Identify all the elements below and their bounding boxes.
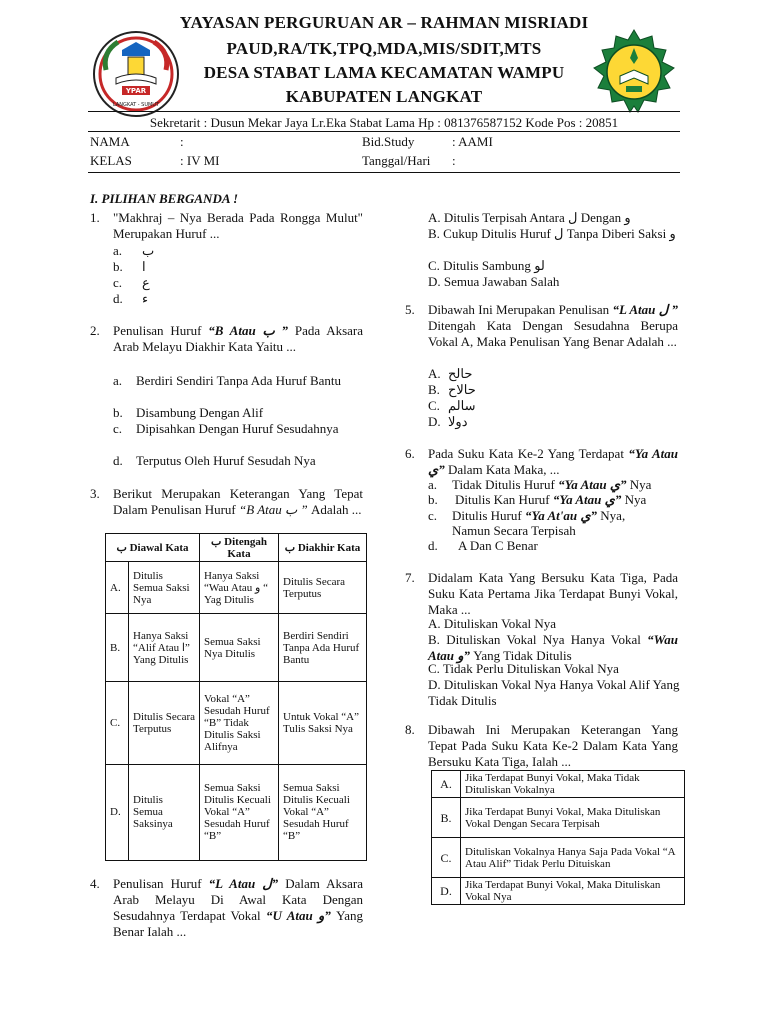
q3-head-3: ب Diakhir Kata — [279, 534, 367, 562]
bidstudy-label: Bid.Study — [362, 134, 415, 149]
q2-opt-d: Terputus Oleh Huruf Sesudah Nya — [136, 453, 316, 468]
q2-opt-d-label: d. — [113, 453, 123, 468]
q8-row-b-text: Jika Terdapat Bunyi Vokal, Maka Dituliskan Vokal Dengan Secara Terpisah — [461, 798, 685, 838]
q3-row-b-col1: Hanya Saksi “Alif Atau ا” Yang Ditulis — [129, 614, 200, 682]
q6-opt-c — [452, 508, 678, 524]
q6-opt-d: A Dan C Benar — [458, 538, 538, 553]
q1-opt-d-label: d. — [113, 291, 123, 306]
q3-row-a-col1: Ditulis Semua Saksi Nya — [129, 562, 200, 614]
q6-text-b: “Ya Atau ي” — [428, 446, 679, 477]
q3-row-a-col3: Ditulis Secara Terputus — [279, 562, 367, 614]
q6-opt-a — [452, 477, 651, 493]
q1-opt-d-letter: ء — [142, 291, 149, 306]
q3-row-b-label: B. — [106, 614, 129, 682]
q3-row-a-col2: Hanya Saksi “Wau Atau و “ Yag Ditulis — [200, 562, 279, 614]
q6-opt-a-italic: “Ya Atau ي” — [558, 477, 627, 492]
q5-text-b: “L Atau ل ” — [612, 302, 679, 317]
header-title-4: KABUPATEN LANGKAT — [285, 87, 483, 106]
q6-opt-c-cont: Namun Secara Terpisah — [452, 523, 576, 538]
q5-opt-c-label: C. — [428, 398, 440, 413]
q8-row-a-text: Jika Terdapat Bunyi Vokal, Maka Tidak Dituliskan Vokalnya — [461, 771, 685, 798]
q2-opt-b-label: b. — [113, 405, 123, 420]
q7-number: 7. — [405, 570, 415, 585]
q6-opt-c-italic: “Ya At'au ي” — [524, 508, 598, 523]
q2-opt-b: Disambung Dengan Alif — [136, 405, 264, 420]
q5-text-a: Dibawah Ini Merupakan Penulisan — [428, 302, 610, 317]
q6-opt-c-label: c. — [428, 508, 438, 523]
q1-opt-a-label: a. — [113, 243, 123, 258]
q6-text — [428, 446, 678, 478]
q3-row-b-col3: Berdiri Sendiri Tanpa Ada Huruf Bantu — [279, 614, 367, 682]
q3-row-d-col2: Semua Saksi Ditulis Kecuali Vokal “A” Sesudah Huruf “B” — [200, 764, 279, 860]
q1-text: "Makhraj – Nya Berada Pada Rongga Mulut" Merupakan Huruf ... — [113, 210, 363, 241]
q2-text-b: “B Atau ب ” — [208, 323, 289, 338]
q6-opt-b-label: b. — [428, 492, 438, 507]
nama-label: NAMA — [90, 134, 130, 149]
q6-opt-d-label: d. — [428, 538, 438, 553]
header-divider — [88, 111, 680, 112]
q6-opt-b-italic: “Ya Atau ي” — [552, 492, 622, 507]
q3-row-d-label: D. — [106, 764, 129, 860]
table-row — [106, 614, 367, 682]
logo-left-subtext: LANGKAT - SUMUT — [112, 102, 160, 108]
q6-opt-b — [455, 492, 646, 508]
q2-text — [113, 323, 363, 355]
q2-opt-a-label: a. — [113, 373, 123, 388]
kelas-label: KELAS — [90, 153, 132, 168]
q1-opt-a-letter: ب — [142, 243, 155, 258]
q3-row-d-col3: Semua Saksi Ditulis Kecuali Vokal “A” Sesudah Huruf “B” — [279, 764, 367, 860]
q2-opt-c: Dipisahkan Dengan Huruf Sesudahnya — [136, 421, 339, 436]
q3-table — [105, 533, 367, 861]
q7-opt-b-text: B. Dituliskan Vokal Nya Hanya Vokal — [428, 632, 641, 647]
table-row — [432, 878, 685, 905]
tanggal-label: Tanggal/Hari — [362, 153, 431, 168]
table-row — [106, 562, 367, 614]
q3-text-main: Berikut Merupakan Keterangan Yang Tepat Dalam Penulisan Huruf — [113, 486, 363, 517]
q7-opt-d: D. Dituliskan Vokal Nya Hanya Vokal Alif Yang Tidak Ditulis — [428, 677, 680, 708]
table-row — [432, 771, 685, 798]
q6-text-a: Pada Suku Kata Ke-2 Yang Terdapat — [428, 446, 624, 461]
q2-opt-c-label: c. — [113, 421, 123, 436]
address: Sekretarit : Dusun Mekar Jaya Lr.Eka Stabat Lama Hp : 081376587152 Kode Pos : 20851 — [149, 115, 619, 130]
q6-opt-b-text: Ditulis Kan Huruf — [455, 492, 550, 507]
q8-row-c-label: C. — [432, 838, 461, 878]
q3-row-b-col2: Semua Saksi Nya Ditulis — [200, 614, 279, 682]
table-row — [432, 798, 685, 838]
q1-opt-b-letter: ا — [142, 259, 146, 274]
q5-text-c: Ditengah Kata Dengan Sesudahna Berupa Vokal A, Maka Penulisan Yang Benar Adalah ... — [428, 318, 678, 349]
q3-text-italic: “B Atau ب ” — [239, 502, 308, 517]
q5-opt-d-label: D. — [428, 414, 441, 429]
tanggal-separator: : — [452, 153, 456, 168]
q2-opt-a: Berdiri Sendiri Tanpa Ada Huruf Bantu — [136, 373, 342, 388]
q3-number: 3. — [90, 486, 100, 501]
q4-number: 4. — [90, 876, 100, 891]
q3-text-end: Adalah ... — [311, 502, 362, 517]
q7-text: Didalam Kata Yang Bersuku Kata Tiga, Pada Suku Kata Pertama Jika Terdapat Bunyi Vokal, Maka ... — [428, 570, 678, 617]
q4-text-d: “U Atau و” — [265, 908, 331, 923]
q3-head-2: ب Ditengah Kata — [200, 534, 279, 562]
q5-opt-c-arab: سالم — [448, 398, 476, 413]
q8-table — [431, 770, 685, 905]
q7-opt-a: A. Dituliskan Vokal Nya — [428, 616, 557, 631]
q8-row-d-text: Jika Terdapat Bunyi Vokal, Maka Dituliskan Vokal Nya — [461, 878, 685, 905]
q8-text: Dibawah Ini Merupakan Keterangan Yang Tepat Pada Suku Kata Ke-2 Dalam Kata Yang Bersuku Kata Tiga, Ialah ... — [428, 722, 678, 769]
q7-opt-c: C. Tidak Perlu Dituliskan Vokal Nya — [428, 661, 619, 676]
q6-opt-a-text: Tidak Ditulis Huruf — [452, 477, 555, 492]
q4-opt-b: B. Cukup Ditulis Huruf ل Tanpa Diberi Saksi و — [428, 226, 676, 241]
q3-row-c-col3: Untuk Vokal “A” Tulis Saksi Nya — [279, 682, 367, 764]
q3-table-header — [106, 534, 367, 562]
q5-opt-b-arab: حالاح — [448, 382, 476, 397]
q6-opt-a-label: a. — [428, 477, 438, 492]
q5-opt-b-label: B. — [428, 382, 440, 397]
header-title-2: PAUD,RA/TK,TPQ,MDA,MIS/SDIT,MTS — [226, 39, 542, 58]
q4-opt-c: C. Ditulis Sambung لو — [428, 258, 545, 273]
q6-number: 6. — [405, 446, 415, 461]
q5-opt-d-arab: دولا — [448, 414, 468, 429]
q4-text-b: “L Atau ل” — [208, 876, 279, 891]
q4-text — [113, 876, 363, 940]
q5-text — [428, 302, 678, 350]
q2-text-c: Pada Aksara Arab Melayu Diakhir Kata Yaitu ... — [113, 323, 364, 354]
q6-text-c: Dalam Kata Maka, ... — [447, 462, 560, 477]
nama-separator: : — [180, 134, 184, 149]
q8-row-d-label: D. — [432, 878, 461, 905]
q2-text-a: Penulisan Huruf — [113, 323, 202, 338]
q8-row-b-label: B. — [432, 798, 461, 838]
q3-row-a-label: A. — [106, 562, 129, 614]
header-title-1: YAYASAN PERGURUAN AR – RAHMAN MISRIADI — [179, 13, 589, 32]
kelas-value: : IV MI — [180, 153, 220, 168]
q5-opt-a-arab: حالح — [448, 366, 473, 381]
q4-text-a: Penulisan Huruf — [113, 876, 202, 891]
table-row — [106, 682, 367, 764]
q3-row-c-col1: Ditulis Secara Terputus — [129, 682, 200, 764]
section-title: I. PILIHAN BERGANDA ! — [90, 191, 239, 206]
q6-opt-a-end: Nya — [629, 477, 652, 492]
q7-opt-b-end: Yang Tidak Ditulis — [473, 648, 572, 663]
q5-number: 5. — [405, 302, 415, 317]
q7-opt-b — [428, 632, 678, 664]
info-divider — [88, 172, 680, 173]
q3-text — [113, 486, 363, 518]
q4-text-c: Dalam Aksara Arab Melayu Di Awal Kata Dengan Sesudahnya Terdapat Vokal — [113, 876, 363, 923]
logo-left-text: YPAR — [125, 87, 147, 95]
q3-head-1: ب Diawal Kata — [106, 534, 200, 562]
bidstudy-value: : AAMI — [452, 134, 493, 149]
q8-row-c-text: Dituliskan Vokalnya Hanya Saja Pada Vokal “A Atau Alif” Tidak Perlu Dituiskan — [461, 838, 685, 878]
table-row — [106, 764, 367, 860]
q4-opt-d: D. Semua Jawaban Salah — [428, 274, 560, 289]
header-title-3: DESA STABAT LAMA KECAMATAN WAMPU — [203, 63, 565, 82]
q7-opt-b-italic: “Wau Atau و” — [428, 632, 678, 663]
q1-number: 1. — [90, 210, 100, 225]
q8-row-a-label: A. — [432, 771, 461, 798]
q4-opt-a: A. Ditulis Terpisah Antara ل Dengan و — [428, 210, 631, 225]
q6-opt-b-end: Nya — [624, 492, 647, 507]
q3-row-c-col2: Vokal “A” Sesudah Huruf “B” Tidak Ditulis Saksi Alifnya — [200, 682, 279, 764]
q1-opt-c-letter: ع — [142, 275, 150, 290]
q5-opt-a-label: A. — [428, 366, 441, 381]
q8-number: 8. — [405, 722, 415, 737]
table-row — [432, 838, 685, 878]
q4-text-e: Yang Benar Ialah ... — [113, 908, 364, 939]
address-divider — [88, 131, 680, 132]
q1-opt-c-label: c. — [113, 275, 123, 290]
q1-opt-b-label: b. — [113, 259, 123, 274]
q2-number: 2. — [90, 323, 100, 338]
q6-opt-c-text: Ditulis Huruf — [452, 508, 522, 523]
q3-row-c-label: C. — [106, 682, 129, 764]
q6-opt-c-end: Nya, — [600, 508, 626, 523]
q3-row-d-col1: Ditulis Semua Saksinya — [129, 764, 200, 860]
